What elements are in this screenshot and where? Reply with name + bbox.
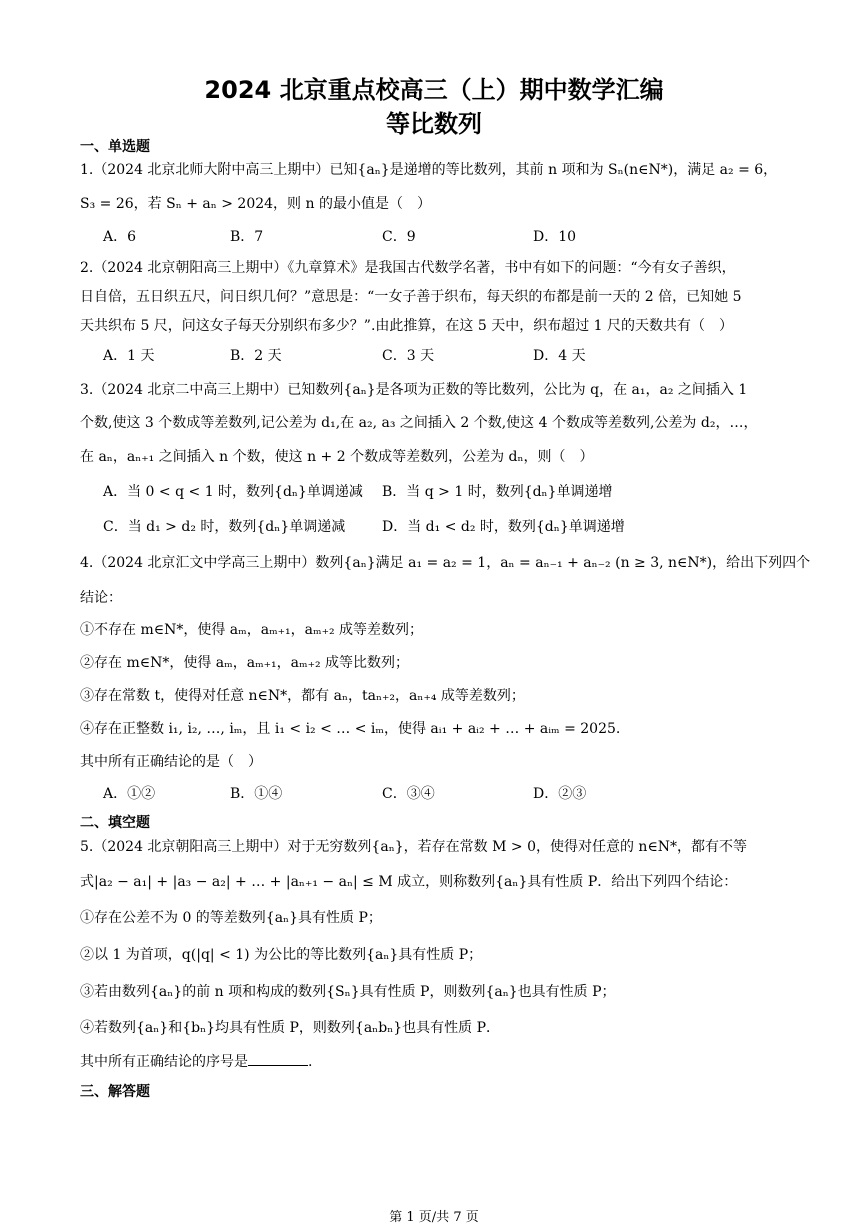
q1-option-a: A．6 (103, 229, 137, 245)
q4-conclusion-1: ①不存在 m∈N*，使得 aₘ，aₘ₊₁，aₘ₊₂ 成等差数列； (80, 622, 424, 638)
q4-line1: 4.（2024 北京汇文中学高三上期中）数列{aₙ}满足 a₁ = a₂ = 1，aₙ = aₙ₋₁ + aₙ₋₂ (n ≥ 3, n∈N*)，给出下列四个 (80, 555, 811, 571)
q4-option-c: C．③④ (382, 786, 435, 802)
q5-line2: 式|a₂ − a₁| + |a₃ − a₂| + … + |aₙ₊₁ − aₙ| ≤ M 成立，则称数列{aₙ}具有性质 P．给出下列四个结论： (80, 874, 738, 890)
q4-conclusion-2: ②存在 m∈N*，使得 aₘ，aₘ₊₁，aₘ₊₂ 成等比数列； (80, 655, 410, 671)
q2-option-b: B．2 天 (230, 348, 282, 364)
q4-option-b: B．①④ (230, 786, 283, 802)
q4-conclusion-3: ③存在常数 t，使得对任意 n∈N*，都有 aₙ，taₙ₊₂，aₙ₊₄ 成等差数列； (80, 688, 525, 704)
page-footer: 第 1 页/共 7 页 (389, 1210, 479, 1225)
q3-line1: 3.（2024 北京二中高三上期中）已知数列{aₙ}是各项为正数的等比数列，公比为 q，在 a₁，a₂ 之间插入 1 (80, 382, 748, 398)
q3-line2: 个数,使这 3 个数成等差数列,记公差为 d₁,在 a₂, a₃ 之间插入 2 个数,使这 4 个数成等差数列,公差为 d₂，…， (80, 415, 758, 431)
q5-conclusion-1: ①存在公差不为 0 的等差数列{aₙ}具有性质 P； (80, 910, 382, 926)
q1-option-c: C．9 (382, 229, 416, 245)
q5-line1: 5.（2024 北京朝阳高三上期中）对于无穷数列{aₙ}，若存在常数 M > 0，使得对任意的 n∈N*，都有不等 (80, 839, 748, 855)
section-fill-blank: 二、填空题 (80, 815, 150, 831)
q4-question: 其中所有正确结论的是（ ） (80, 754, 262, 770)
q2-line1: 2.（2024 北京朝阳高三上期中）《九章算术》是我国古代数学名著，书中有如下的问题：“今有女子善织， (80, 260, 736, 276)
q4-option-d: D．②③ (533, 786, 587, 802)
q1-option-b: B．7 (230, 229, 264, 245)
q1-line2: S₃ = 26，若 Sₙ + aₙ > 2024，则 n 的最小值是（ ） (80, 196, 431, 212)
q4-conclusion-4: ④存在正整数 i₁, i₂, …, iₘ，且 i₁ < i₂ < … < iₘ，使得 aᵢ₁ + aᵢ₂ + … + aᵢₘ = 2025. (80, 721, 621, 737)
q1-line1: 1.（2024 北京北师大附中高三上期中）已知{aₙ}是递增的等比数列，其前 n 项和为 Sₙ(n∈N*)，满足 a₂ = 6， (80, 162, 778, 178)
q5-conclusion-2: ②以 1 为首项，q(|q| < 1) 为公比的等比数列{aₙ}具有性质 P； (80, 947, 483, 963)
q2-line2: 日自倍，五日织五尺，问日织几何？”意思是：“一女子善于织布，每天织的布都是前一天的 2 倍，已知她 5 (80, 289, 742, 305)
q3-option-b: B．当 q > 1 时，数列{dₙ}单调递增 (382, 484, 613, 500)
q3-line3: 在 aₙ，aₙ₊₁ 之间插入 n 个数，使这 n + 2 个数成等差数列，公差为 dₙ，则（ ） (80, 449, 594, 465)
q5-question-text: 其中所有正确结论的序号是 (80, 1054, 248, 1070)
q3-option-d: D．当 d₁ < d₂ 时，数列{dₙ}单调递增 (382, 519, 625, 535)
q2-option-a: A．1 天 (103, 348, 155, 364)
q2-option-c: C．3 天 (382, 348, 435, 364)
page-title: 2024 北京重点校高三（上）期中数学汇编 (204, 76, 664, 104)
q5-conclusion-4: ④若数列{aₙ}和{bₙ}均具有性质 P，则数列{aₙbₙ}也具有性质 P． (80, 1020, 501, 1036)
q4-line2: 结论： (80, 590, 122, 606)
q1-option-d: D．10 (533, 229, 577, 245)
q3-option-c: C．当 d₁ > d₂ 时，数列{dₙ}单调递减 (103, 519, 346, 535)
section-solve: 三、解答题 (80, 1084, 150, 1100)
q5-conclusion-3: ③若由数列{aₙ}的前 n 项和构成的数列{Sₙ}具有性质 P，则数列{aₙ}也具有性质 P； (80, 984, 616, 1000)
q4-option-a: A．①② (103, 786, 156, 802)
q2-line3: 天共织布 5 尺，问这女子每天分别织布多少？”.由此推算，在这 5 天中，织布超过 1 尺的天数共有（ ） (80, 318, 734, 334)
q5-question (80, 1051, 312, 1071)
answer-blank (248, 1053, 308, 1066)
section-single-choice: 一、单选题 (80, 139, 150, 155)
q5-question-end: . (308, 1054, 313, 1070)
page-subtitle: 等比数列 (386, 110, 482, 138)
q2-option-d: D．4 天 (533, 348, 586, 364)
q3-option-a: A．当 0 < q < 1 时，数列{dₙ}单调递减 (103, 484, 363, 500)
